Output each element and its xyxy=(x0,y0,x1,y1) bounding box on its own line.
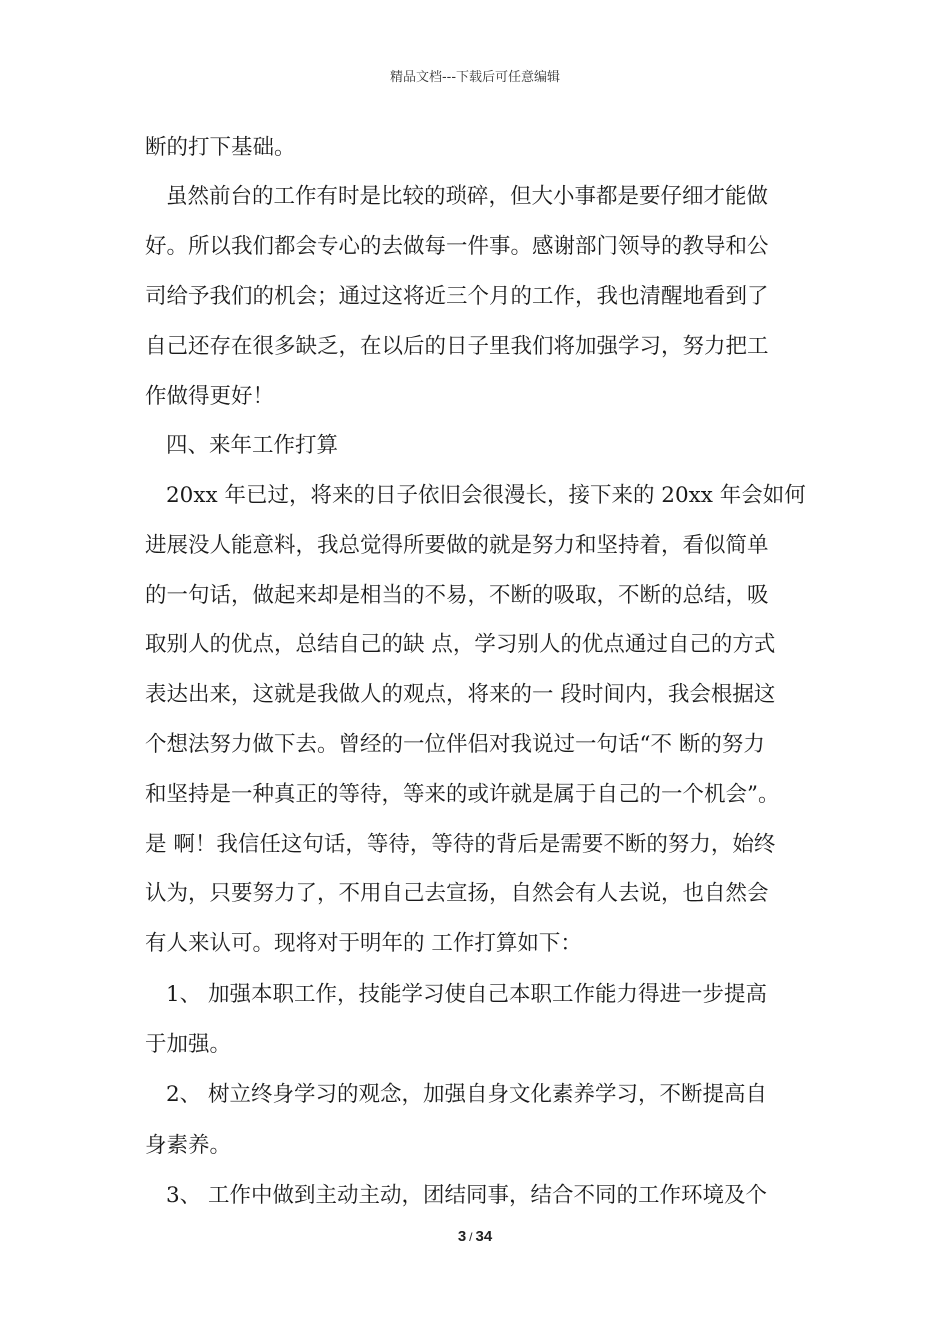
text-line: 有人来认可。现将对于明年的 工作打算如下： xyxy=(145,931,582,956)
text-line: 取别人的优点，总结自己的缺 点，学习别人的优点通过自己的方式 xyxy=(145,632,776,657)
text-line: 个想法努力做下去。曾经的一位伴侣对我说过一句话“不 断的努力 xyxy=(145,732,765,757)
list-item: 2、 树立终身学习的观念，加强自身文化素养学习，不断提高自 xyxy=(166,1082,768,1107)
page-separator: / xyxy=(469,1230,473,1244)
list-item: 1、 加强本职工作，技能学习使自己本职工作能力得进一步提高 xyxy=(166,982,768,1007)
text-line: 作做得更好！ xyxy=(145,384,275,409)
text-line: 司给予我们的机会；通过这将近三个月的工作，我也清醒地看到了 xyxy=(145,284,769,309)
page-number xyxy=(0,1228,950,1245)
text-line: 的一句话，做起来却是相当的不易，不断的吸取，不断的总结，吸 xyxy=(145,583,769,608)
text-line: 虽然前台的工作有时是比较的琐碎，但大小事都是要仔细才能做 xyxy=(166,184,769,209)
text-line: 身素养。 xyxy=(145,1133,232,1158)
text-line: 于加强。 xyxy=(145,1032,232,1057)
text-line: 和坚持是一种真正的等待，等来的或许就是属于自己的一个机会”。 xyxy=(145,782,780,807)
list-item: 3、 工作中做到主动主动，团结同事，结合不同的工作环境及个 xyxy=(166,1183,768,1208)
page-header: 精品文档---下载后可任意编辑 xyxy=(389,70,561,85)
text-line: 进展没人能意料，我总觉得所要做的就是努力和坚持着，看似简单 xyxy=(145,533,769,558)
text-line: 认为，只要努力了，不用自己去宣扬，自然会有人去说，也自然会 xyxy=(145,881,769,906)
current-page: 3 xyxy=(457,1228,467,1245)
text-line: 自己还存在很多缺乏，在以后的日子里我们将加强学习，努力把工 xyxy=(145,334,769,359)
text-line: 好。所以我们都会专心的去做每一件事。感谢部门领导的教导和公 xyxy=(145,234,769,259)
text-line: 断的打下基础。 xyxy=(145,135,296,160)
total-pages: 34 xyxy=(475,1228,493,1245)
section-heading: 四、来年工作打算 xyxy=(166,433,339,458)
text-line: 20xx 年已过，将来的日子依旧会很漫长，接下来的 20xx 年会如何 xyxy=(166,483,806,508)
text-line: 表达出来，这就是我做人的观点，将来的一 段时间内，我会根据这 xyxy=(145,682,776,707)
text-line: 是 啊！我信任这句话，等待，等待的背后是需要不断的努力，始终 xyxy=(145,832,776,857)
